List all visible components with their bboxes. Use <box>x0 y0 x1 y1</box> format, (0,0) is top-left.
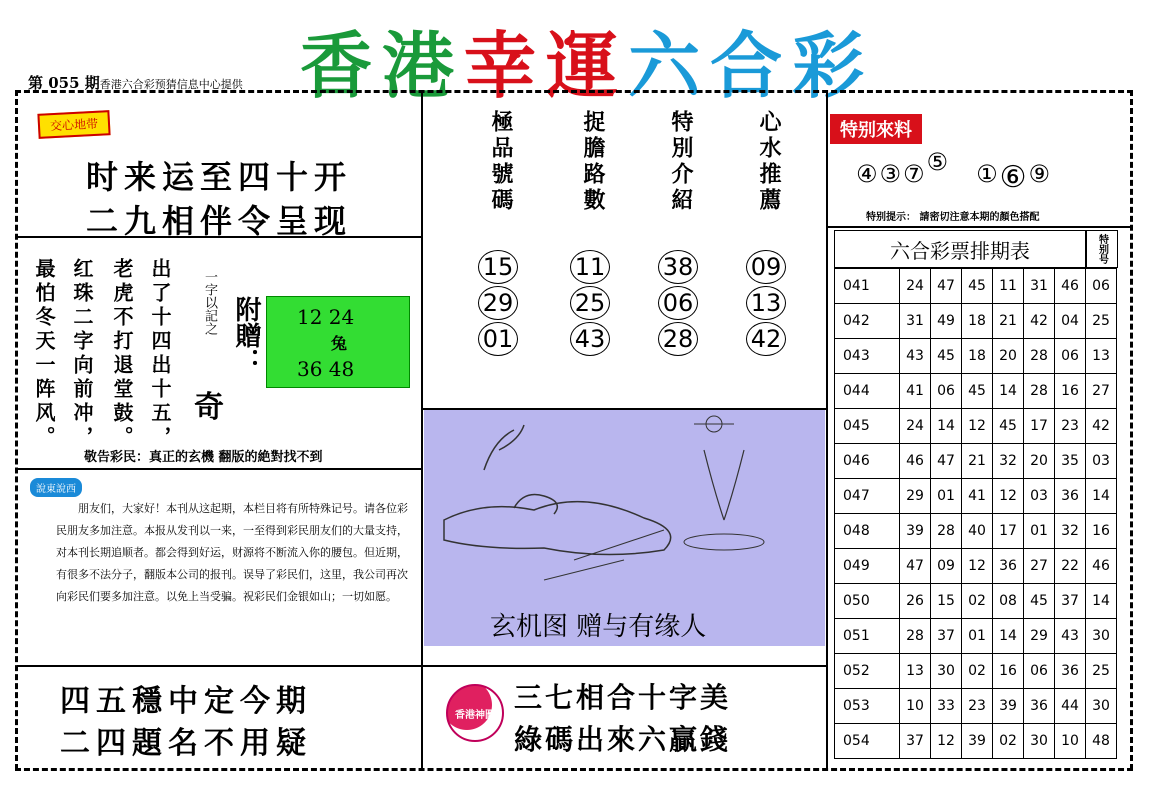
schedule-number: 10 <box>900 689 931 724</box>
picks-heading-0: 極品號碼 <box>488 110 514 214</box>
special-number: ③ <box>879 160 902 188</box>
schedule-special: 30 <box>1086 619 1117 654</box>
schedule-number: 22 <box>1055 549 1086 584</box>
schedule-special: 30 <box>1086 689 1117 724</box>
bonus-answer: 奇 <box>194 390 224 425</box>
schedule-number: 45 <box>931 339 962 374</box>
schedule-row <box>835 724 1117 759</box>
schedule-number: 47 <box>931 269 962 304</box>
pick-number: 38 <box>658 250 698 284</box>
schedule-number: 47 <box>931 444 962 479</box>
schedule-special: 06 <box>1086 269 1117 304</box>
schedule-number: 02 <box>962 654 993 689</box>
schedule-number: 45 <box>962 269 993 304</box>
schedule-table <box>834 268 1117 759</box>
schedule-row <box>835 549 1117 584</box>
schedule-special: 42 <box>1086 409 1117 444</box>
bonus-note: 一字以記之 <box>202 270 217 335</box>
page-title <box>300 8 920 108</box>
schedule-number: 26 <box>900 584 931 619</box>
schedule-number: 31 <box>900 304 931 339</box>
schedule-number: 12 <box>993 479 1024 514</box>
schedule-row <box>835 654 1117 689</box>
special-number: ⑦ <box>903 160 925 188</box>
schedule-issue: 041 <box>835 269 900 304</box>
schedule-row <box>835 619 1117 654</box>
schedule-row <box>835 689 1117 724</box>
poem-column-3: 红珠二字向前冲， <box>70 258 94 450</box>
schedule-number: 17 <box>1024 409 1055 444</box>
schedule-number: 14 <box>993 374 1024 409</box>
pick-number: 11 <box>570 250 610 284</box>
schedule-issue: 051 <box>835 619 900 654</box>
schedule-number: 46 <box>1055 269 1086 304</box>
schedule-special: 16 <box>1086 514 1117 549</box>
pick-number: 09 <box>746 250 786 284</box>
schedule-number: 41 <box>962 479 993 514</box>
schedule-number: 23 <box>962 689 993 724</box>
schedule-number: 02 <box>962 584 993 619</box>
bonus-row-1: 12 24 <box>297 305 355 329</box>
schedule-number: 27 <box>1024 549 1055 584</box>
pick-number: 25 <box>570 286 610 320</box>
schedule-number: 12 <box>931 724 962 759</box>
pick-number: 01 <box>478 322 518 356</box>
heart-line-1: 时来运至四十开 <box>86 158 353 196</box>
frame-top-border <box>15 90 1133 93</box>
schedule-number: 45 <box>962 374 993 409</box>
schedule-special: 48 <box>1086 724 1117 759</box>
schedule-special: 13 <box>1086 339 1117 374</box>
picks-heading-2: 特別介紹 <box>668 110 694 214</box>
pick-number: 43 <box>570 322 610 356</box>
title-char-6: 彩 <box>792 24 867 108</box>
schedule-special: 25 <box>1086 304 1117 339</box>
schedule-special: 46 <box>1086 549 1117 584</box>
shentu-badge: 香港神圖 <box>446 684 504 742</box>
schedule-number: 20 <box>1024 444 1055 479</box>
title-char-3: 運 <box>546 24 621 108</box>
title-char-0: 香 <box>300 24 375 108</box>
title-char-5: 合 <box>710 24 785 108</box>
schedule-number: 13 <box>900 654 931 689</box>
schedule-number: 23 <box>1055 409 1086 444</box>
schedule-number: 36 <box>1024 689 1055 724</box>
schedule-special: 25 <box>1086 654 1117 689</box>
schedule-issue: 043 <box>835 339 900 374</box>
bonus-number-box <box>266 296 410 388</box>
bonus-row-2: 36 48 <box>297 357 355 381</box>
schedule-number: 21 <box>962 444 993 479</box>
schedule-row <box>835 444 1117 479</box>
schedule-number: 30 <box>931 654 962 689</box>
schedule-special-header: 特别号 <box>1086 230 1118 268</box>
schedule-number: 37 <box>900 724 931 759</box>
talk-body: 朋友们，大家好！本刊从这起期，本栏目将有所特殊记号。请各位彩民朋友多加注意。本报从发刊以一来，一至得到彩民朋友们的大量支持，对本刊长期追顺者。都会得到好运，财源将不断流入你的腰包。但近期，有很多不法分子，翻版本公司的报刊。误导了彩民们，这里，我公司再次向彩民们要多加注意。以免上当受骗。祝彩民们金银如山；一切如愿。 <box>56 502 408 603</box>
bonus-label: 附贈： <box>231 296 261 374</box>
issue-label: 第 055 期 <box>28 74 100 92</box>
schedule-number: 28 <box>1024 374 1055 409</box>
schedule-title: 六合彩票排期表 <box>834 230 1086 268</box>
schedule-number: 16 <box>993 654 1024 689</box>
schedule-issue: 052 <box>835 654 900 689</box>
schedule-number: 11 <box>993 269 1024 304</box>
schedule-issue: 042 <box>835 304 900 339</box>
schedule-number: 06 <box>931 374 962 409</box>
schedule-number: 03 <box>1024 479 1055 514</box>
schedule-number: 02 <box>993 724 1024 759</box>
special-hint: 特别提示： 請密切注意本期的顏色搭配 <box>866 212 1040 223</box>
verse-line-1: 三七相合十字美 <box>514 681 732 714</box>
special-number: ⑨ <box>1028 160 1050 188</box>
schedule-number: 37 <box>1055 584 1086 619</box>
schedule-row <box>835 514 1117 549</box>
schedule-number: 46 <box>900 444 931 479</box>
schedule-row <box>835 409 1117 444</box>
frame-right-border <box>1130 90 1133 770</box>
schedule-number: 40 <box>962 514 993 549</box>
talk-tag: 說東說西 <box>30 478 82 497</box>
schedule-issue: 050 <box>835 584 900 619</box>
schedule-issue: 048 <box>835 514 900 549</box>
schedule-number: 32 <box>993 444 1024 479</box>
warning-text: 敬告彩民：真正的玄機 翻版的絶對找不到 <box>84 450 323 465</box>
title-char-4: 六 <box>628 24 703 108</box>
schedule-number: 49 <box>931 304 962 339</box>
schedule-number: 24 <box>900 269 931 304</box>
poem-column-2: 老虎不打退堂鼓。 <box>110 258 134 450</box>
schedule-row <box>835 374 1117 409</box>
schedule-issue: 047 <box>835 479 900 514</box>
special-tag: 特别來料 <box>830 114 922 144</box>
stable-line-2: 二四題名不用疑 <box>60 726 312 761</box>
divider-stable <box>17 665 421 667</box>
issue-source: 香港六合彩预猜信息中心提供 <box>99 78 243 91</box>
schedule-number: 43 <box>900 339 931 374</box>
schedule-number: 47 <box>900 549 931 584</box>
schedule-number: 36 <box>1055 654 1086 689</box>
schedule-number: 41 <box>900 374 931 409</box>
schedule-number: 29 <box>900 479 931 514</box>
schedule-number: 45 <box>1024 584 1055 619</box>
schedule-row <box>835 584 1117 619</box>
schedule-number: 39 <box>900 514 931 549</box>
picks-heading-3: 心水推薦 <box>756 110 782 214</box>
pick-number: 06 <box>658 286 698 320</box>
schedule-issue: 046 <box>835 444 900 479</box>
schedule-number: 39 <box>993 689 1024 724</box>
special-numbers <box>856 148 1050 195</box>
schedule-row <box>835 269 1117 304</box>
mystery-caption: 玄机图 赠与有缘人 <box>490 612 707 642</box>
special-number: ⑥ <box>999 160 1027 195</box>
divider-verse <box>423 665 826 667</box>
schedule-number: 33 <box>931 689 962 724</box>
schedule-special: 03 <box>1086 444 1117 479</box>
schedule-row <box>835 479 1117 514</box>
title-char-1: 港 <box>382 24 457 108</box>
schedule-number: 18 <box>962 339 993 374</box>
schedule-number: 01 <box>931 479 962 514</box>
schedule-special: 14 <box>1086 584 1117 619</box>
schedule-number: 15 <box>931 584 962 619</box>
pick-number: 15 <box>478 250 518 284</box>
pick-number: 29 <box>478 286 518 320</box>
schedule-number: 09 <box>931 549 962 584</box>
schedule-number: 36 <box>1055 479 1086 514</box>
divider-special <box>828 226 1130 228</box>
frame-bottom-border <box>15 768 1133 771</box>
schedule-number: 16 <box>1055 374 1086 409</box>
divider-right <box>826 92 828 768</box>
schedule-special: 27 <box>1086 374 1117 409</box>
bonus-zodiac: 兔 <box>331 334 348 353</box>
schedule-number: 04 <box>1055 304 1086 339</box>
schedule-issue: 053 <box>835 689 900 724</box>
schedule-number: 24 <box>900 409 931 444</box>
verse-line-2: 綠碼出來六贏錢 <box>514 723 732 756</box>
schedule-number: 01 <box>962 619 993 654</box>
schedule-issue: 054 <box>835 724 900 759</box>
schedule-number: 12 <box>962 549 993 584</box>
schedule-number: 28 <box>931 514 962 549</box>
schedule-number: 28 <box>900 619 931 654</box>
schedule-number: 08 <box>993 584 1024 619</box>
schedule-number: 30 <box>1024 724 1055 759</box>
schedule-number: 35 <box>1055 444 1086 479</box>
pick-number: 13 <box>746 286 786 320</box>
picks-heading-1: 捉膽路數 <box>580 110 606 214</box>
pick-number: 28 <box>658 322 698 356</box>
schedule-row <box>835 304 1117 339</box>
schedule-number: 18 <box>962 304 993 339</box>
schedule-number: 10 <box>1055 724 1086 759</box>
schedule-number: 39 <box>962 724 993 759</box>
schedule-number: 42 <box>1024 304 1055 339</box>
pick-number: 42 <box>746 322 786 356</box>
schedule-number: 31 <box>1024 269 1055 304</box>
schedule-number: 20 <box>993 339 1024 374</box>
schedule-number: 29 <box>1024 619 1055 654</box>
schedule-number: 37 <box>931 619 962 654</box>
schedule-number: 14 <box>931 409 962 444</box>
schedule-number: 28 <box>1024 339 1055 374</box>
schedule-issue: 044 <box>835 374 900 409</box>
heart-tag: 交心地带 <box>37 110 110 139</box>
schedule-number: 43 <box>1055 619 1086 654</box>
schedule-number: 14 <box>993 619 1024 654</box>
schedule-number: 01 <box>1024 514 1055 549</box>
schedule-number: 32 <box>1055 514 1086 549</box>
special-number: ④ <box>856 160 878 188</box>
schedule-number: 06 <box>1024 654 1055 689</box>
schedule-number: 36 <box>993 549 1024 584</box>
schedule-issue: 045 <box>835 409 900 444</box>
schedule-row <box>835 339 1117 374</box>
schedule-issue: 049 <box>835 549 900 584</box>
schedule-number: 12 <box>962 409 993 444</box>
frame-left-border <box>15 90 18 770</box>
poem-column-4: 最怕冬天一阵风。 <box>32 258 56 450</box>
title-char-2: 幸 <box>464 24 539 108</box>
schedule-special: 14 <box>1086 479 1117 514</box>
heart-line-2: 二九相伴令呈现 <box>86 202 353 240</box>
special-number: ⑤ <box>926 148 949 176</box>
schedule-number: 06 <box>1055 339 1086 374</box>
schedule-number: 45 <box>993 409 1024 444</box>
stable-line-1: 四五穩中定今期 <box>60 684 312 719</box>
schedule-number: 44 <box>1055 689 1086 724</box>
mystery-picture-panel <box>424 410 825 646</box>
divider-talk <box>17 468 421 470</box>
poem-column-1: 出了十四出十五， <box>148 258 172 450</box>
special-number: ① <box>976 160 998 188</box>
schedule-number: 21 <box>993 304 1024 339</box>
schedule-number: 17 <box>993 514 1024 549</box>
